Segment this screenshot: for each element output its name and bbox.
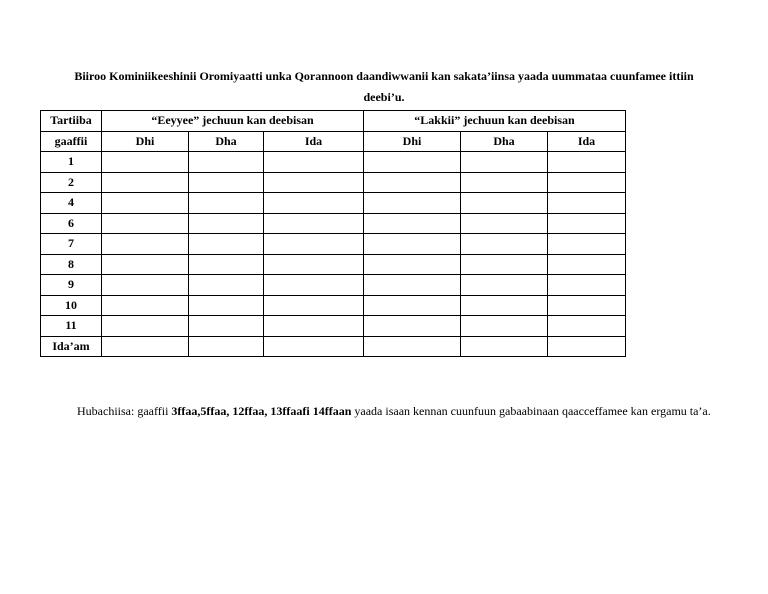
row-label: 1 [41,152,102,173]
table-cell [264,172,364,193]
table-cell [461,152,548,173]
subheader-yes-female: Dha [189,131,264,152]
row-label: 9 [41,275,102,296]
title-line-1: Biiroo Kominiikeeshinii Oromiyaatti unka Qorannoon daandiwwanii kan sakata’iinsa yaada uummataa cuunfamee ittiin [74,69,694,83]
table-cell [548,152,626,173]
table-cell [364,254,461,275]
table-header-row [41,111,626,132]
table-cell [364,213,461,234]
header-question-number-line2: gaaffii [41,131,102,152]
group-header-no: “Lakkii” jechuun kan deebisan [364,111,626,132]
subheader-no-female: Dha [461,131,548,152]
row-label: 10 [41,295,102,316]
table-cell [189,234,264,255]
table-cell [189,336,264,357]
table-cell [264,193,364,214]
table-cell [548,295,626,316]
subheader-no-total: Ida [548,131,626,152]
document-title [40,66,728,108]
table-row [41,234,626,255]
table-cell [102,316,189,337]
table-cell [461,336,548,357]
table-cell [189,254,264,275]
table-cell [364,193,461,214]
table-cell [264,295,364,316]
table-cell [102,172,189,193]
table-subheader-row [41,131,626,152]
table-cell [461,275,548,296]
table-cell [102,336,189,357]
table-cell [548,234,626,255]
table-cell [364,172,461,193]
table-cell [264,213,364,234]
table-cell [364,152,461,173]
row-label: 11 [41,316,102,337]
table-cell [264,316,364,337]
table-cell [548,275,626,296]
table-cell [548,336,626,357]
row-label: 6 [41,213,102,234]
row-label: 2 [41,172,102,193]
footnote [77,404,711,419]
table-row [41,316,626,337]
table-cell [102,295,189,316]
footnote-prefix: Hubachiisa: gaaffii [77,404,172,418]
table-cell [364,275,461,296]
table-row [41,254,626,275]
row-label: 4 [41,193,102,214]
footnote-bold-questions: 3ffaa,5ffaa, 12ffaa, 13ffaafi 14ffaan [171,404,352,418]
table-cell [264,152,364,173]
table-cell [548,316,626,337]
row-label: 7 [41,234,102,255]
table-cell [102,234,189,255]
table-cell [102,152,189,173]
table-cell [364,234,461,255]
table-row [41,152,626,173]
table-cell [102,193,189,214]
table-cell [461,193,548,214]
table-cell [264,336,364,357]
subheader-yes-male: Dhi [102,131,189,152]
table-cell [548,213,626,234]
table-cell [189,152,264,173]
subheader-yes-total: Ida [264,131,364,152]
table-cell [548,254,626,275]
subheader-no-male: Dhi [364,131,461,152]
table-cell [461,254,548,275]
table-cell [461,234,548,255]
table-cell [548,172,626,193]
table-cell [461,316,548,337]
table-cell [364,295,461,316]
table-cell [189,193,264,214]
table-cell [461,172,548,193]
title-line-2: deebi’u. [363,90,405,104]
header-question-number: Tartiiba [41,111,102,132]
table-cell [102,275,189,296]
table-row [41,193,626,214]
table-row [41,275,626,296]
table-cell [548,193,626,214]
group-header-yes: “Eeyyee” jechuun kan deebisan [102,111,364,132]
table-row [41,336,626,357]
table-row [41,172,626,193]
table-cell [102,254,189,275]
table-cell [189,172,264,193]
table-cell [364,316,461,337]
table-cell [264,254,364,275]
row-label: 8 [41,254,102,275]
table-cell [189,275,264,296]
table-cell [189,213,264,234]
footnote-suffix: yaada isaan kennan cuunfuun gabaabinaan qaacceffamee kan ergamu ta’a. [351,404,711,418]
table-cell [461,295,548,316]
table-row [41,213,626,234]
table-row [41,295,626,316]
row-label: Ida’am [41,336,102,357]
table-cell [461,213,548,234]
table-cell [364,336,461,357]
table-cell [189,316,264,337]
table-cell [102,213,189,234]
table-cell [189,295,264,316]
table-cell [264,234,364,255]
survey-table [40,110,626,357]
table-cell [264,275,364,296]
